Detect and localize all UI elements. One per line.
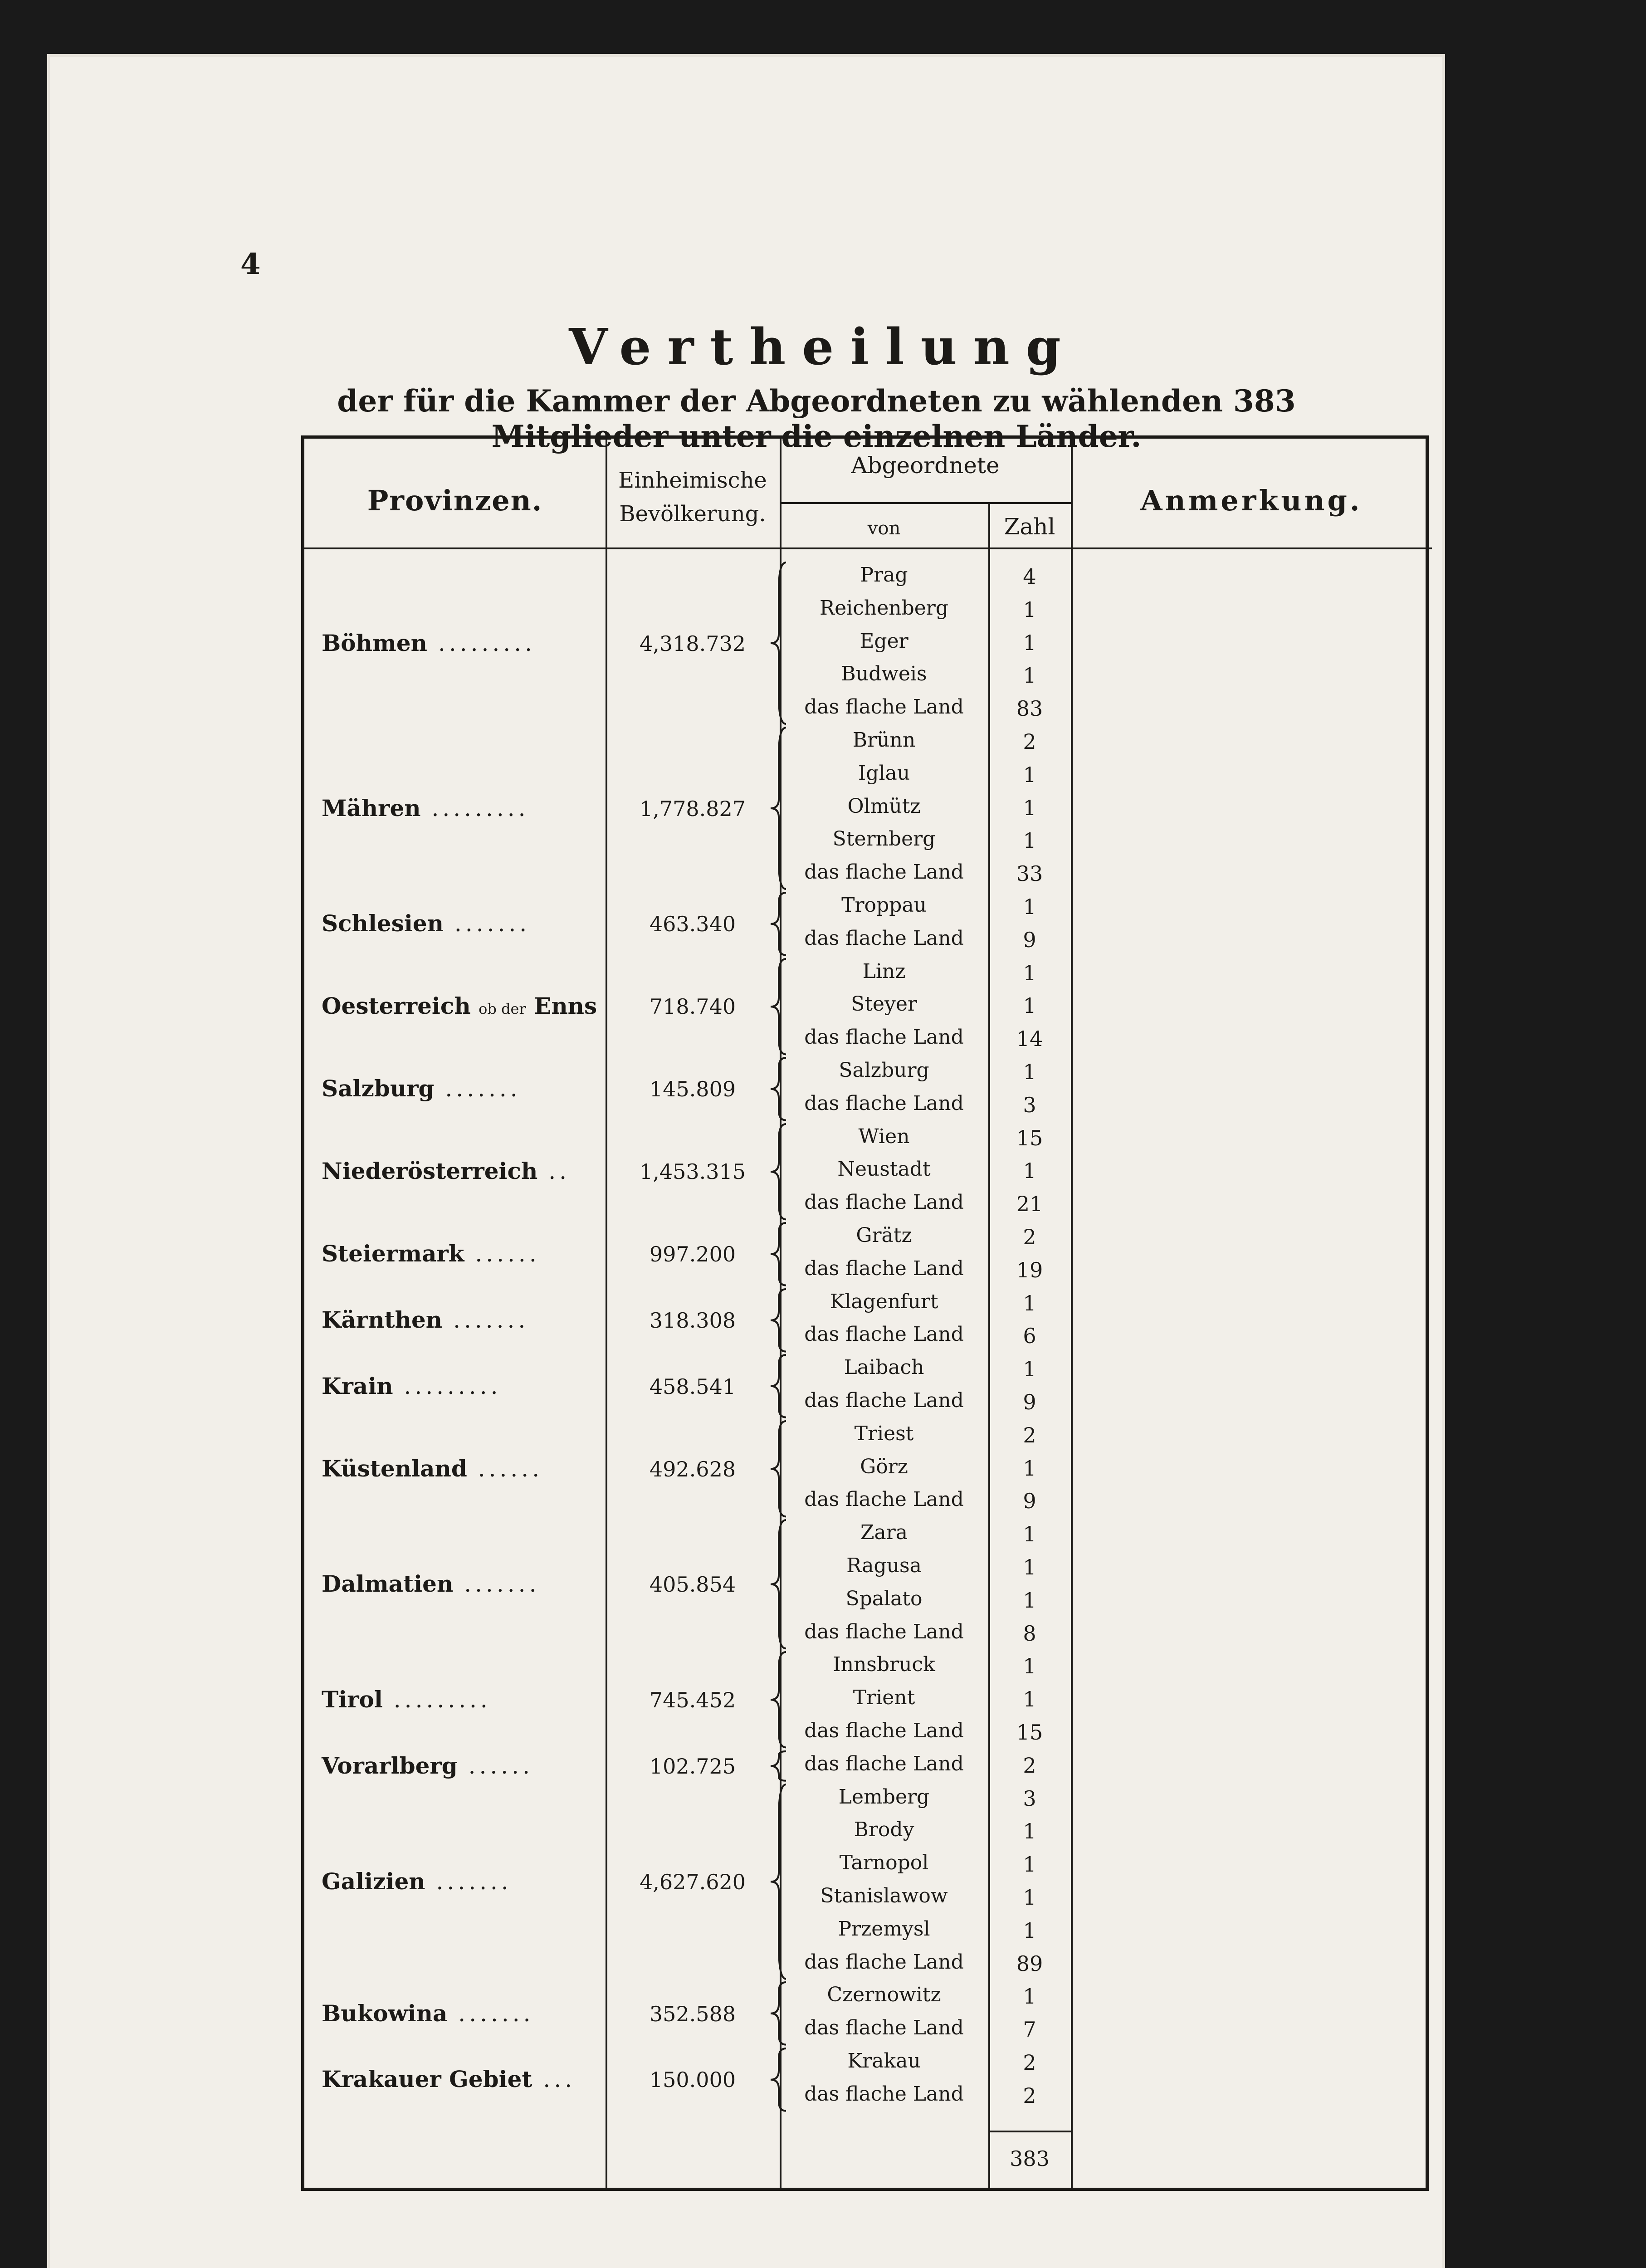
province-name-text: Bukowina: [322, 1999, 448, 2027]
constituency-count: 1: [1023, 1290, 1036, 1315]
leader-dots: ......: [467, 1455, 543, 1482]
province-name-text: Krakauer Gebiet: [322, 2066, 532, 2093]
constituency-name: das flache Land: [804, 926, 964, 950]
grouping-brace: [766, 1650, 791, 1749]
constituency-count: 1: [1023, 1852, 1036, 1877]
constituency-name: Eger: [860, 629, 908, 653]
constituency-name: Grätz: [856, 1224, 912, 1247]
province-name: [322, 2066, 576, 2092]
leader-dots: .......: [444, 910, 531, 937]
constituency-name: Brody: [854, 1818, 914, 1842]
constituency-count: 1: [1023, 1158, 1036, 1183]
header-divider: [780, 502, 1071, 504]
constituency-name: das flache Land: [804, 1389, 964, 1412]
leader-dots: ...: [532, 2066, 576, 2093]
header-bevoelkerung: [606, 464, 780, 531]
constituency-name: das flache Land: [804, 1026, 964, 1049]
page-number: 4: [240, 247, 261, 281]
constituency-count: 21: [1016, 1192, 1043, 1217]
constituency-count: 1: [1023, 1918, 1036, 1943]
header-zahl: Zahl: [1004, 513, 1055, 540]
province-name: [322, 1455, 543, 1482]
page-title: Vertheilung: [569, 318, 1077, 376]
grouping-brace: [766, 1419, 791, 1518]
province-name-text: Küstenland: [322, 1455, 467, 1482]
province-name: [322, 1306, 529, 1333]
grouping-brace: [766, 1122, 791, 1221]
grouping-brace: [766, 1518, 791, 1650]
constituency-count: 9: [1023, 1390, 1036, 1414]
constituency-count: 9: [1023, 1489, 1036, 1514]
grouping-brace: [766, 1221, 791, 1287]
constituency-count: 1: [1023, 1357, 1036, 1382]
leader-dots: ......: [457, 1752, 533, 1779]
constituency-count: 1: [1023, 993, 1036, 1018]
constituency-name: das flache Land: [804, 2082, 964, 2106]
constituency-count: 1: [1023, 1588, 1036, 1613]
province-name: [322, 910, 530, 937]
constituency-count: 1: [1023, 894, 1036, 919]
constituency-count: 1: [1023, 1555, 1036, 1579]
total-divider: [988, 2131, 1071, 2132]
province-population: 150.000: [649, 2068, 736, 2092]
constituency-name: Prag: [860, 563, 908, 587]
header-bevoelkerung-line2: Bevölkerung.: [619, 501, 766, 527]
province-population: 145.809: [649, 1077, 736, 1102]
constituency-name: das flache Land: [804, 1488, 964, 1511]
constituency-count: 7: [1023, 2017, 1036, 2042]
province-name-text: Krain: [322, 1372, 393, 1399]
province-name-text: Tirol: [322, 1686, 383, 1713]
header-abgeordnete: Abgeordnete: [851, 452, 1000, 479]
province-population: 405.854: [649, 1572, 736, 1597]
distribution-table: [301, 435, 1429, 2191]
province-population: 718.740: [649, 994, 736, 1019]
province-population: 997.200: [649, 1242, 736, 1267]
leader-dots: .......: [442, 1307, 529, 1333]
leader-dots: ..: [537, 1158, 571, 1185]
constituency-count: 3: [1023, 1786, 1036, 1811]
grouping-brace: [766, 1353, 791, 1419]
province-name: [322, 1570, 540, 1597]
province-name-text: Schlesien: [322, 910, 444, 937]
constituency-name: Salzburg: [839, 1059, 929, 1082]
constituency-count: 1: [1023, 828, 1036, 853]
constituency-count: 1: [1023, 663, 1036, 688]
province-population: 102.725: [649, 1754, 736, 1779]
leader-dots: .......: [434, 1075, 521, 1102]
header-divider: [304, 547, 1432, 549]
constituency-name: das flache Land: [804, 1256, 964, 1280]
province-population: 463.340: [649, 912, 736, 937]
header-provinzen: Provinzen.: [367, 484, 543, 517]
province-name: [322, 1686, 491, 1713]
constituency-name: das flache Land: [804, 1950, 964, 1974]
leader-dots: .........: [393, 1373, 502, 1399]
constituency-name: Görz: [860, 1455, 908, 1478]
province-name-small: ob der: [479, 1000, 526, 1018]
province-population: 352.588: [649, 2001, 736, 2026]
leader-dots: .........: [420, 795, 529, 821]
constituency-name: das flache Land: [804, 1091, 964, 1115]
page-subtitle: der für die Kammer der Abgeordneten zu wählenden 383 Mitglieder unter die einzelnen Länder.: [337, 383, 1296, 454]
province-name: [322, 2000, 534, 2027]
grouping-brace: [766, 957, 791, 1056]
province-population: 1,453.315: [639, 1159, 746, 1184]
constituency-count: 89: [1016, 1951, 1043, 1976]
province-population: 4,627.620: [639, 1869, 746, 1894]
header-bevoelkerung-line1: Einheimische: [618, 468, 767, 493]
grouping-brace: [766, 1287, 791, 1354]
constituency-count: 1: [1023, 1654, 1036, 1679]
grouping-brace: [766, 726, 791, 891]
leader-dots: ......: [464, 1241, 540, 1267]
constituency-count: 83: [1016, 696, 1043, 721]
province-name-text: Vorarlberg: [322, 1752, 458, 1779]
constituency-name: das flache Land: [804, 695, 964, 719]
constituency-count: 9: [1023, 927, 1036, 952]
leader-dots: .......: [425, 1868, 512, 1895]
constituency-count: 1: [1023, 762, 1036, 787]
province-population: 4,318.732: [639, 631, 746, 656]
constituency-name: Reichenberg: [819, 596, 948, 620]
constituency-name: das flache Land: [804, 1323, 964, 1346]
constituency-name: Klagenfurt: [830, 1290, 938, 1313]
province-name: [322, 1158, 570, 1184]
constituency-count: 8: [1023, 1621, 1036, 1646]
grouping-brace: [766, 1056, 791, 1122]
constituency-count: 15: [1016, 1720, 1043, 1745]
grouping-brace: [766, 2047, 791, 2113]
constituency-count: 1: [1023, 1885, 1036, 1910]
province-population: 458.541: [649, 1374, 736, 1399]
constituency-name: Sternberg: [832, 827, 936, 851]
constituency-name: Troppau: [841, 894, 927, 917]
constituency-name: das flache Land: [804, 1752, 964, 1775]
constituency-name: Neustadt: [837, 1158, 931, 1181]
constituency-count: 1: [1023, 795, 1036, 820]
constituency-count: 1: [1023, 630, 1036, 655]
constituency-count: 1: [1023, 1456, 1036, 1481]
province-name-text: Oesterreich: [322, 992, 471, 1020]
leader-dots: .......: [447, 2000, 534, 2027]
leader-dots: .........: [382, 1686, 491, 1713]
province-name-text: Niederösterreich: [322, 1158, 538, 1185]
constituency-name: Brünn: [852, 728, 916, 752]
constituency-count: 3: [1023, 1092, 1036, 1117]
header-von: von: [867, 518, 901, 539]
grouping-brace: [766, 1980, 791, 2047]
province-name: [322, 1752, 533, 1779]
header-anmerkung: Anmerkung.: [1140, 484, 1363, 517]
province-name-text: Kärnthen: [322, 1306, 443, 1333]
constituency-name: das flache Land: [804, 1719, 964, 1742]
province-name-text: Steiermark: [322, 1240, 464, 1267]
province-name: [322, 795, 529, 821]
constituency-count: 2: [1023, 2050, 1036, 2075]
constituency-name: Budweis: [841, 662, 927, 686]
province-population: 492.628: [649, 1457, 736, 1481]
constituency-name: Tarnopol: [839, 1851, 929, 1875]
province-population: 745.452: [649, 1688, 736, 1713]
constituency-name: Przemysl: [838, 1917, 930, 1941]
province-name-text: Dalmatien: [322, 1570, 454, 1598]
total-count: 383: [1010, 2146, 1050, 2171]
constituency-count: 6: [1023, 1324, 1036, 1349]
constituency-name: Innsbruck: [833, 1653, 935, 1677]
province-population: 318.308: [649, 1308, 736, 1333]
constituency-name: das flache Land: [804, 1620, 964, 1643]
leader-dots: .........: [427, 630, 536, 656]
constituency-name: Olmütz: [847, 794, 921, 818]
constituency-name: Krakau: [847, 2049, 921, 2072]
grouping-brace: [766, 891, 791, 957]
constituency-count: 14: [1016, 1026, 1043, 1051]
province-name: [322, 630, 536, 656]
constituency-name: Linz: [862, 959, 906, 983]
constituency-count: 4: [1023, 564, 1036, 589]
constituency-count: 15: [1016, 1125, 1043, 1150]
column-divider: [1071, 439, 1073, 2188]
province-name-end: Enns: [534, 992, 597, 1020]
province-name: [322, 1373, 501, 1399]
constituency-count: 2: [1023, 1753, 1036, 1778]
constituency-count: 33: [1016, 861, 1043, 886]
grouping-brace: [766, 1750, 791, 1783]
province-name: [322, 1868, 512, 1895]
constituency-count: 1: [1023, 1687, 1036, 1712]
constituency-name: Lemberg: [838, 1785, 930, 1809]
constituency-name: Trient: [853, 1686, 915, 1710]
constituency-count: 2: [1023, 1225, 1036, 1249]
constituency-name: Iglau: [858, 761, 910, 785]
constituency-name: Laibach: [844, 1356, 924, 1379]
province-name-text: Böhmen: [322, 629, 428, 656]
constituency-count: 1: [1023, 1060, 1036, 1084]
constituency-name: Steyer: [851, 992, 917, 1016]
constituency-name: das flache Land: [804, 860, 964, 884]
province-name-text: Mähren: [322, 794, 421, 821]
province-name: [322, 992, 597, 1019]
grouping-brace: [766, 1783, 791, 1981]
province-name: [322, 1075, 521, 1102]
constituency-name: das flache Land: [804, 2016, 964, 2040]
constituency-count: 2: [1023, 729, 1036, 754]
province-name-text: Salzburg: [322, 1075, 435, 1102]
constituency-name: das flache Land: [804, 1191, 964, 1214]
constituency-name: Triest: [854, 1422, 914, 1445]
constituency-name: Zara: [860, 1521, 908, 1545]
constituency-count: 1: [1023, 1819, 1036, 1844]
constituency-name: Stanislawow: [820, 1884, 948, 1907]
constituency-name: Spalato: [845, 1587, 923, 1610]
province-name-text: Galizien: [322, 1867, 425, 1895]
constituency-name: Ragusa: [846, 1554, 922, 1577]
constituency-count: 2: [1023, 2083, 1036, 2108]
constituency-name: Wien: [858, 1124, 910, 1148]
constituency-count: 1: [1023, 1522, 1036, 1547]
constituency-count: 1: [1023, 1984, 1036, 2009]
constituency-count: 2: [1023, 1422, 1036, 1447]
leader-dots: .......: [453, 1571, 540, 1598]
grouping-brace: [766, 561, 791, 726]
constituency-count: 1: [1023, 597, 1036, 622]
constituency-count: 19: [1016, 1257, 1043, 1282]
province-name: [322, 1240, 540, 1267]
constituency-count: 1: [1023, 960, 1036, 985]
constituency-name: Czernowitz: [827, 1983, 941, 2007]
province-population: 1,778.827: [639, 796, 746, 821]
